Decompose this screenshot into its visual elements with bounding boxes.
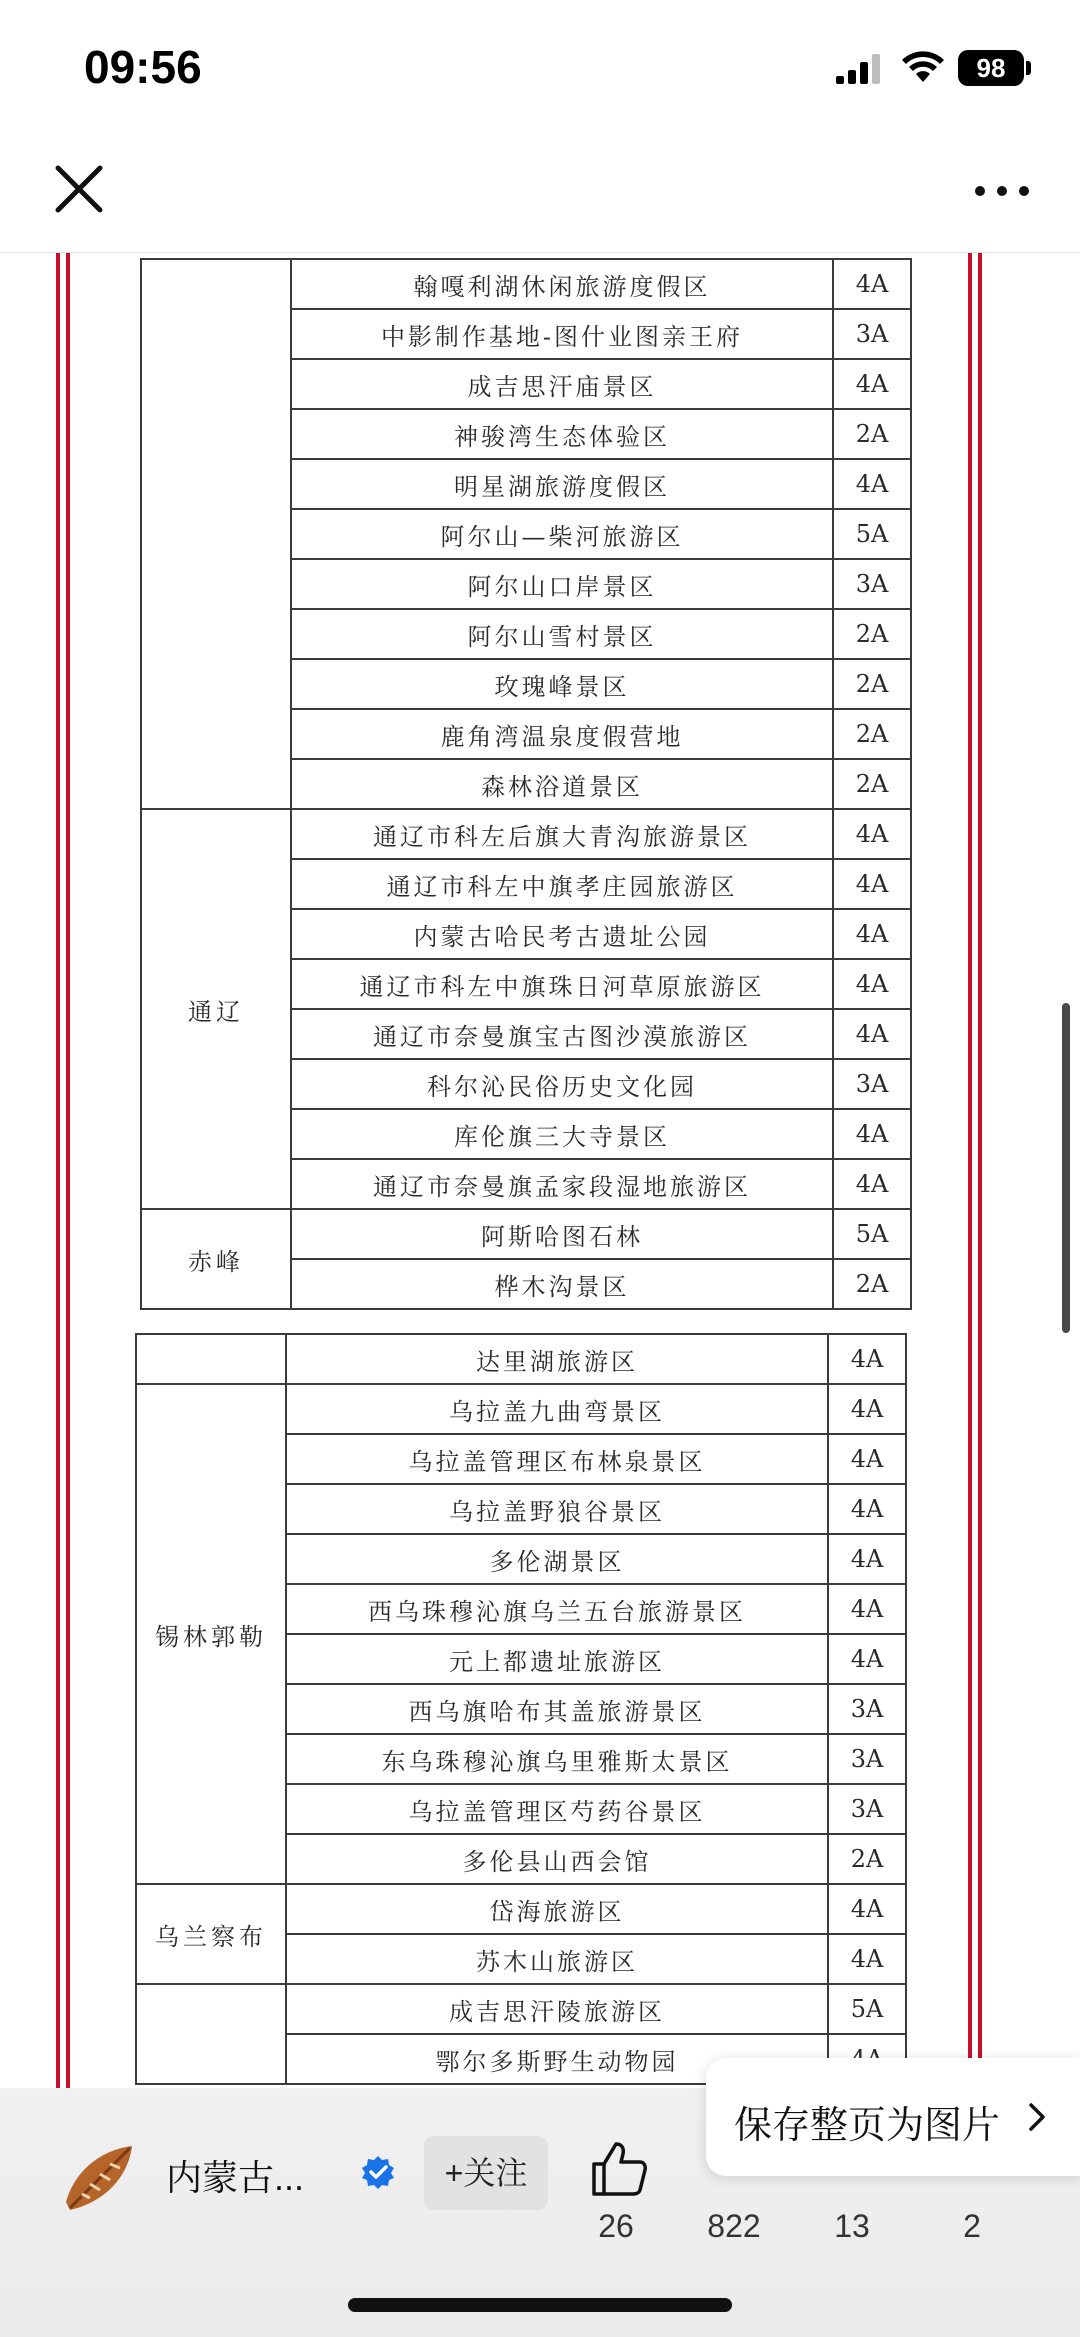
scenic-name: 元上都遗址旅游区 — [286, 1634, 828, 1684]
scenic-name: 鄂尔多斯野生动物园 — [286, 2034, 828, 2084]
rank-cell: 5A — [833, 1209, 911, 1259]
scenic-name: 阿尔山—柴河旅游区 — [291, 509, 833, 559]
scenic-name: 多伦湖景区 — [286, 1534, 828, 1584]
scenic-name: 库伦旗三大寺景区 — [291, 1109, 833, 1159]
comment-count: 822 — [707, 2208, 761, 2244]
rank-cell: 2A — [833, 759, 911, 809]
top-nav — [0, 140, 1080, 253]
city-cell: 锡林郭勒 — [136, 1384, 286, 1884]
scenic-name: 乌拉盖野狼谷景区 — [286, 1484, 828, 1534]
rank-cell: 4A — [828, 1584, 906, 1634]
left-border-line — [56, 253, 60, 2088]
status-time: 09:56 — [84, 41, 202, 93]
scenic-name: 阿斯哈图石林 — [291, 1209, 833, 1259]
table-row — [141, 809, 911, 859]
follow-button[interactable]: +关注 — [424, 2136, 548, 2210]
scenic-name: 西乌珠穆沁旗乌兰五台旅游景区 — [286, 1584, 828, 1634]
rank-cell: 4A — [828, 1434, 906, 1484]
city-cell — [136, 1334, 286, 1384]
rank-cell: 4A — [833, 859, 911, 909]
like-icon[interactable] — [588, 2138, 650, 2200]
table-row — [136, 1334, 906, 1384]
battery-icon: 98 — [958, 50, 1024, 86]
scenic-name: 多伦县山西会馆 — [286, 1834, 828, 1884]
author-name[interactable]: 内蒙古... — [166, 2157, 305, 2198]
city-cell: 通辽 — [141, 809, 291, 1209]
rank-cell: 4A — [828, 1884, 906, 1934]
scrollbar[interactable] — [1062, 1003, 1070, 1333]
rank-cell: 4A — [833, 1009, 911, 1059]
scenic-name: 桦木沟景区 — [291, 1259, 833, 1309]
scenic-name: 阿尔山雪村景区 — [291, 609, 833, 659]
rank-cell: 2A — [833, 709, 911, 759]
scenic-name: 通辽市奈曼旗孟家段湿地旅游区 — [291, 1159, 833, 1209]
scenic-name: 通辽市科左中旗珠日河草原旅游区 — [291, 959, 833, 1009]
share-count: 2 — [963, 2208, 981, 2244]
city-cell: 乌兰察布 — [136, 1884, 286, 1984]
rank-cell: 3A — [828, 1784, 906, 1834]
scenic-name: 乌拉盖九曲弯景区 — [286, 1384, 828, 1434]
city-cell — [136, 1984, 286, 2084]
scenic-name: 通辽市科左中旗孝庄园旅游区 — [291, 859, 833, 909]
table-row — [136, 1384, 906, 1434]
home-indicator[interactable] — [348, 2298, 732, 2312]
scenic-name: 通辽市科左后旗大青沟旅游景区 — [291, 809, 833, 859]
rank-cell: 2A — [833, 409, 911, 459]
scenic-name: 通辽市奈曼旗宝古图沙漠旅游区 — [291, 1009, 833, 1059]
scenic-name: 科尔沁民俗历史文化园 — [291, 1059, 833, 1109]
scenic-name: 成吉思汗陵旅游区 — [286, 1984, 828, 2034]
table-row — [141, 1209, 911, 1259]
save-page-as-image-button[interactable] — [706, 2058, 1080, 2176]
author-avatar[interactable] — [60, 2138, 138, 2216]
rank-cell: 4A — [828, 1634, 906, 1684]
rank-cell: 4A — [833, 1109, 911, 1159]
rank-cell: 4A — [833, 1159, 911, 1209]
scenic-name: 乌拉盖管理区芍药谷景区 — [286, 1784, 828, 1834]
rank-cell: 4A — [833, 959, 911, 1009]
left-border-line-inner — [66, 253, 70, 2088]
scenic-name: 成吉思汗庙景区 — [291, 359, 833, 409]
rank-cell: 5A — [833, 509, 911, 559]
save-page-label: 保存整页为图片 — [734, 2105, 1001, 2147]
document-image — [0, 253, 1080, 2088]
more-icon[interactable] — [972, 176, 1032, 206]
scenic-name: 玫瑰峰景区 — [291, 659, 833, 709]
rank-cell: 3A — [828, 1734, 906, 1784]
chevron-right-icon — [1028, 2102, 1046, 2132]
rank-cell: 4A — [828, 1384, 906, 1434]
city-cell — [141, 259, 291, 809]
rank-cell: 4A — [828, 1334, 906, 1384]
scenic-name: 鹿角湾温泉度假营地 — [291, 709, 833, 759]
rank-cell: 4A — [833, 809, 911, 859]
scenic-name: 翰嘎利湖休闲旅游度假区 — [291, 259, 833, 309]
rank-cell: 4A — [833, 259, 911, 309]
city-cell: 赤峰 — [141, 1209, 291, 1309]
rank-cell: 5A — [828, 1984, 906, 2034]
rank-cell: 4A — [828, 1484, 906, 1534]
rank-cell: 3A — [833, 559, 911, 609]
rank-cell: 2A — [833, 659, 911, 709]
table-row — [136, 1984, 906, 2034]
rank-cell: 4A — [833, 909, 911, 959]
rank-cell: 4A — [828, 1534, 906, 1584]
scenic-name: 明星湖旅游度假区 — [291, 459, 833, 509]
rank-cell: 3A — [833, 1059, 911, 1109]
verified-icon — [360, 2154, 396, 2190]
status-bar — [0, 0, 1080, 140]
rank-cell: 3A — [833, 309, 911, 359]
scenic-table-top — [140, 258, 912, 1310]
scenic-name: 乌拉盖管理区布林泉景区 — [286, 1434, 828, 1484]
scenic-name: 中影制作基地-图什业图亲王府 — [291, 309, 833, 359]
table-row — [136, 1884, 906, 1934]
scenic-name: 森林浴道景区 — [291, 759, 833, 809]
battery-tip — [1026, 61, 1031, 75]
rank-cell: 4A — [833, 459, 911, 509]
close-icon[interactable] — [52, 162, 106, 216]
rank-cell: 2A — [833, 1259, 911, 1309]
scenic-name: 达里湖旅游区 — [286, 1334, 828, 1384]
scenic-name: 阿尔山口岸景区 — [291, 559, 833, 609]
right-border-line-inner — [968, 253, 972, 2088]
rank-cell: 4A — [833, 359, 911, 409]
scenic-name: 内蒙古哈民考古遗址公园 — [291, 909, 833, 959]
scenic-name: 苏木山旅游区 — [286, 1934, 828, 1984]
rank-cell: 2A — [828, 1834, 906, 1884]
table-row — [141, 259, 911, 309]
rank-cell: 3A — [828, 1684, 906, 1734]
rank-cell: 2A — [833, 609, 911, 659]
signal-icon — [836, 54, 886, 88]
like-count: 26 — [598, 2208, 634, 2244]
scenic-name: 岱海旅游区 — [286, 1884, 828, 1934]
scenic-name: 神骏湾生态体验区 — [291, 409, 833, 459]
right-border-line — [978, 253, 982, 2088]
rank-cell: 4A — [828, 1934, 906, 1984]
wifi-icon — [900, 48, 946, 84]
scenic-table-bottom — [135, 1333, 907, 2085]
scenic-name: 西乌旗哈布其盖旅游景区 — [286, 1684, 828, 1734]
favorite-count: 13 — [834, 2208, 870, 2244]
scenic-name: 东乌珠穆沁旗乌里雅斯太景区 — [286, 1734, 828, 1784]
